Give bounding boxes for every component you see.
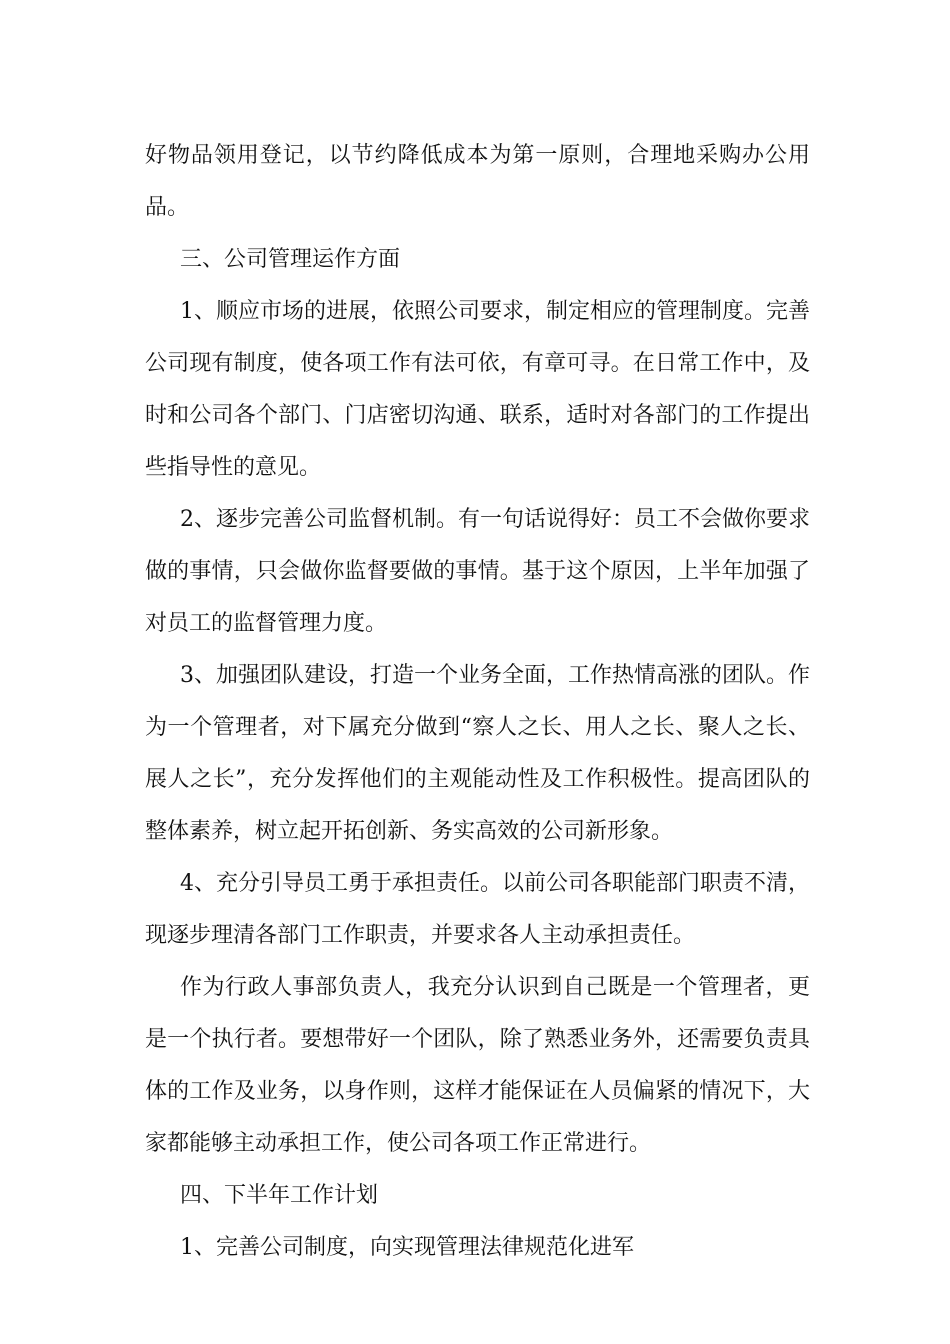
- paragraph-plan-item-1: 1、完善公司制度，向实现管理法律规范化进军: [180, 1235, 634, 1260]
- paragraph-responsibility: 4、充分引导员工勇于承担责任。以前公司各职能部门职责不清，现逐步理清各部门工作职责，并要求各人主动承担责任。: [145, 871, 810, 948]
- section-heading-plan: 四、下半年工作计划: [180, 1183, 379, 1208]
- document-body: [145, 130, 810, 1274]
- paragraph-management-system: 1、顺应市场的进展，依照公司要求，制定相应的管理制度。完善公司现有制度，使各项工作有法可依，有章可寻。在日常工作中，及时和公司各个部门、门店密切沟通、联系，适时对各部门的工作提出些指导性的意见。: [145, 299, 810, 480]
- paragraph-office-supplies: 好物品领用登记，以节约降低成本为第一原则，合理地采购办公用品。: [145, 143, 810, 220]
- paragraph-supervision: 2、逐步完善公司监督机制。有一句话说得好：员工不会做你要求做的事情，只会做你监督要做的事情。基于这个原因，上半年加强了对员工的监督管理力度。: [145, 507, 810, 636]
- section-heading-management: 三、公司管理运作方面: [180, 247, 401, 272]
- paragraph-self-reflection: 作为行政人事部负责人，我充分认识到自己既是一个管理者，更是一个执行者。要想带好一个团队，除了熟悉业务外，还需要负责具体的工作及业务，以身作则，这样才能保证在人员偏紧的情况下，大家都能够主动承担工作，使公司各项工作正常进行。: [145, 975, 810, 1156]
- paragraph-team-building: 3、加强团队建设，打造一个业务全面，工作热情高涨的团队。作为一个管理者，对下属充分做到“察人之长、用人之长、聚人之长、展人之长”，充分发挥他们的主观能动性及工作积极性。提高团队的整体素养，树立起开拓创新、务实高效的公司新形象。: [145, 663, 810, 844]
